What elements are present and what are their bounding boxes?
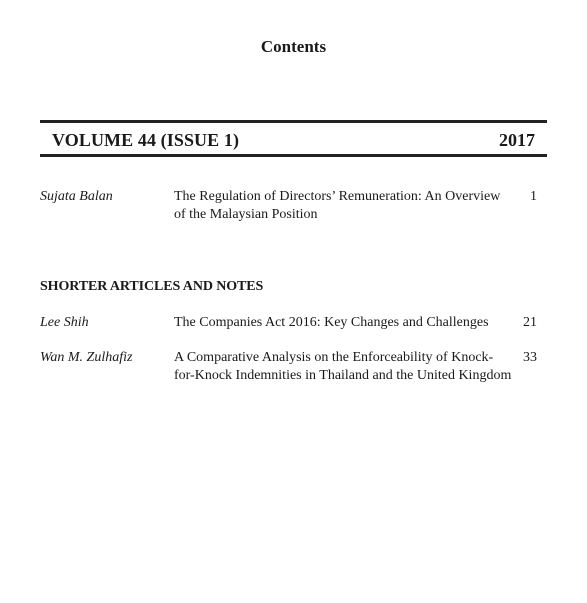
- entry-author: Lee Shih: [40, 315, 89, 330]
- entry-page-number: 1: [530, 189, 537, 204]
- volume-label: VOLUME 44 (ISSUE 1): [52, 130, 240, 150]
- entry-title-line: for-Knock Indemnities in Thailand and the United Kingdom: [174, 368, 512, 383]
- entry-title[interactable]: [174, 188, 514, 224]
- entry-title[interactable]: [174, 314, 514, 332]
- entry-title-line: The Companies Act 2016: Key Changes and Challenges: [174, 315, 489, 330]
- volume-year: 2017: [499, 130, 535, 150]
- entry-title-line: of the Malaysian Position: [174, 207, 318, 222]
- volume-header: [40, 120, 547, 157]
- entry-author: Sujata Balan: [40, 189, 113, 204]
- entry-title-line: The Regulation of Directors’ Remuneration: An Overview: [174, 189, 501, 204]
- entry-author: Wan M. Zulhafiz: [40, 350, 133, 365]
- page-title: Contents: [260, 37, 327, 56]
- entry-title-line: A Comparative Analysis on the Enforceability of Knock-: [174, 350, 494, 365]
- entry-page-number: 21: [523, 315, 537, 330]
- section-heading: SHORTER ARTICLES AND NOTES: [40, 279, 264, 294]
- entry-title[interactable]: [174, 349, 514, 385]
- entry-page-number: 33: [523, 350, 537, 365]
